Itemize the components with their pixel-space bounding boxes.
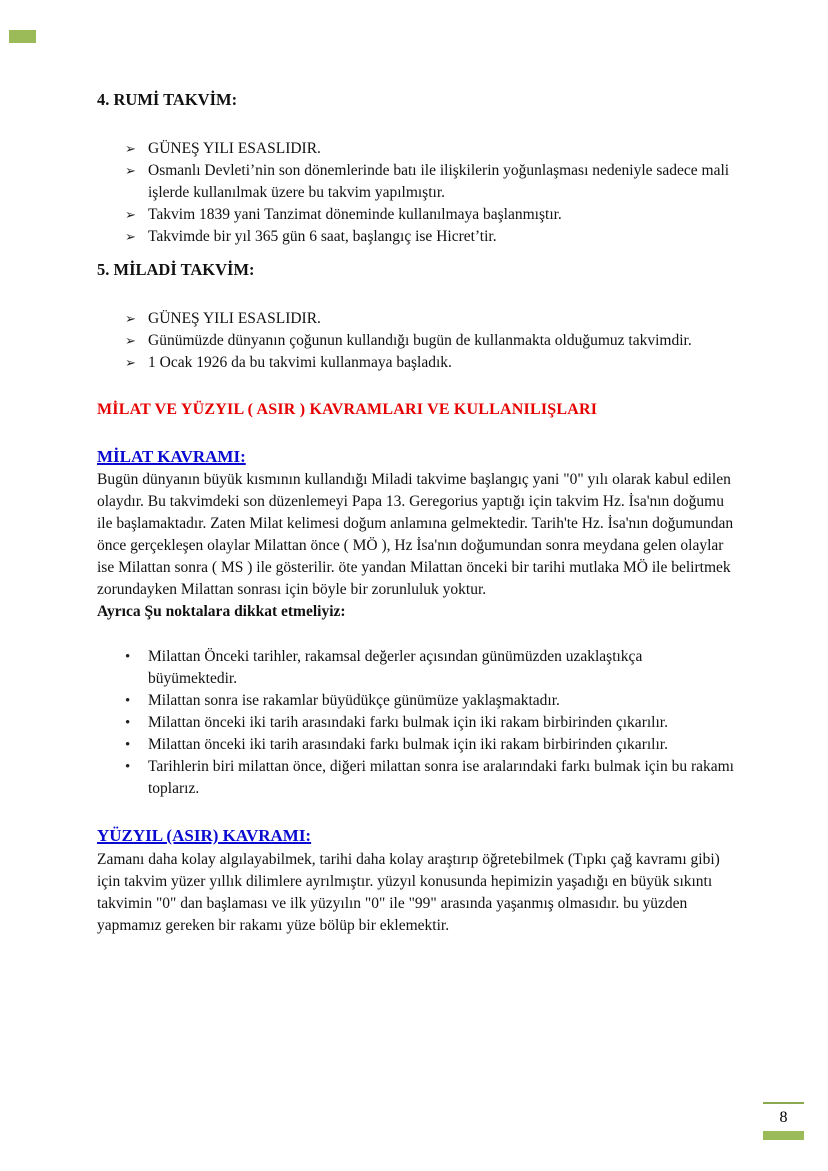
list-item-text: Günümüzde dünyanın çoğunun kullandığı bugün de kullanmakta olduğumuz takvimdir. [148,332,692,349]
bullet-icon: • [125,759,131,775]
list-item [97,734,734,756]
list-item [97,330,734,352]
list-item [97,756,734,800]
arrow-bullet-icon: ➢ [125,207,136,222]
milat-bullet-list [97,646,734,800]
list-item-text: Milattan önceki iki tarih arasındaki farkı bulmak için iki rakam birbirinden çıkarılır. [148,736,668,753]
bullet-icon: • [125,693,131,709]
miladi-takvim-list [97,308,734,374]
page-number: 8 [779,1109,788,1126]
arrow-bullet-icon: ➢ [125,141,136,156]
footer-accent-bar [763,1131,804,1140]
list-item [97,138,734,160]
rumi-takvim-list [97,138,734,248]
arrow-bullet-icon: ➢ [125,163,136,178]
arrow-bullet-icon: ➢ [125,333,136,348]
list-item [97,160,734,204]
list-item [97,226,734,248]
footer-rule [763,1102,804,1104]
list-item [97,308,734,330]
list-item [97,646,734,690]
list-item-text: GÜNEŞ YILI ESASLIDIR. [148,140,321,157]
document-body [97,0,734,937]
arrow-bullet-icon: ➢ [125,355,136,370]
list-item-text: Takvimde bir yıl 365 gün 6 saat, başlangıç ise Hicret’tir. [148,228,497,245]
list-item-text: Tarihlerin biri milattan önce, diğeri milattan sonra ise aralarındaki farkı bulmak için bu rakamı toplarız. [148,758,734,797]
bullet-icon: • [125,715,131,731]
milat-yuzyil-title: MİLAT VE YÜZYIL ( ASIR ) KAVRAMLARI VE KULLANILIŞLARI [97,401,598,418]
yuzyil-paragraph: Zamanı daha kolay algılayabilmek, tarihi daha kolay araştırıp öğretebilmek (Tıpkı çağ kavramı gibi) için takvim yüzer yıllık dilimlere ayrılmıştır. yüzyıl konusunda hepimizin yaşadığı en büyük sıkıntı takvimin "0" dan başlaması ve ilk yüzyılın "0" ile "99" arasında yaşanmış olmasıdır. bu yüzden yapmamız gereken bir rakamı yüze bölüp bir eklemektir. [97,851,720,934]
page-footer [763,1102,804,1140]
header-accent-bar [9,30,36,43]
arrow-bullet-icon: ➢ [125,311,136,326]
list-item-text: Osmanlı Devleti’nin son dönemlerinde batı ile ilişkilerin yoğunlaşması nedeniyle sadece mali işlerde kullanılmak üzere bu takvim yapılmıştır. [148,162,730,201]
list-item-text: 1 Ocak 1926 da bu takvimi kullanmaya başladık. [148,354,452,371]
list-item [97,712,734,734]
list-item-text: Milattan sonra ise rakamlar büyüdükçe günümüze yaklaşmaktadır. [148,692,560,709]
list-item [97,690,734,712]
list-item [97,204,734,226]
list-item-text: GÜNEŞ YILI ESASLIDIR. [148,310,321,327]
bullet-icon: • [125,649,131,665]
miladi-takvim-heading: 5. MİLADİ TAKVİM: [97,260,255,279]
list-item-text: Milattan önceki iki tarih arasındaki farkı bulmak için iki rakam birbirinden çıkarılır. [148,714,668,731]
yuzyil-kavrami-heading: YÜZYIL (ASIR) KAVRAMI: [97,826,312,845]
milat-note: Ayrıca Şu noktalara dikkat etmeliyiz: [97,603,346,620]
bullet-icon: • [125,737,131,753]
list-item [97,352,734,374]
milat-paragraph: Bugün dünyanın büyük kısmının kullandığı Miladi takvime başlangıç yani "0" yılı olarak kabul edilen olaydır. Bu takvimdeki son düzenlemeyi Papa 13. Geregorius yaptığı için takvim Hz. İsa'nın doğumu ile başlamaktadır. Zaten Milat kelimesi doğum anlamına gelmektedir. Tarih'te Hz. İsa'nın doğumundan önce gerçekleşen olaylar Milattan önce ( MÖ ), Hz İsa'nın doğumundan sonra meydana gelen olaylar ise Milattan sonra ( MS ) ile gösterilir. öte yandan Milattan önceki bir tarihi mutlaka MÖ ile belirtmek zorundayken Milattan sonrası için böyle bir zorunluluk yoktur. [97,471,734,598]
milat-kavrami-heading: MİLAT KAVRAMI: [97,447,246,466]
arrow-bullet-icon: ➢ [125,229,136,244]
rumi-takvim-heading: 4. RUMİ TAKVİM: [97,90,238,109]
list-item-text: Takvim 1839 yani Tanzimat döneminde kullanılmaya başlanmıştır. [148,206,562,223]
list-item-text: Milattan Önceki tarihler, rakamsal değerler açısından günümüzden uzaklaştıkça büyümektedir. [148,648,643,687]
